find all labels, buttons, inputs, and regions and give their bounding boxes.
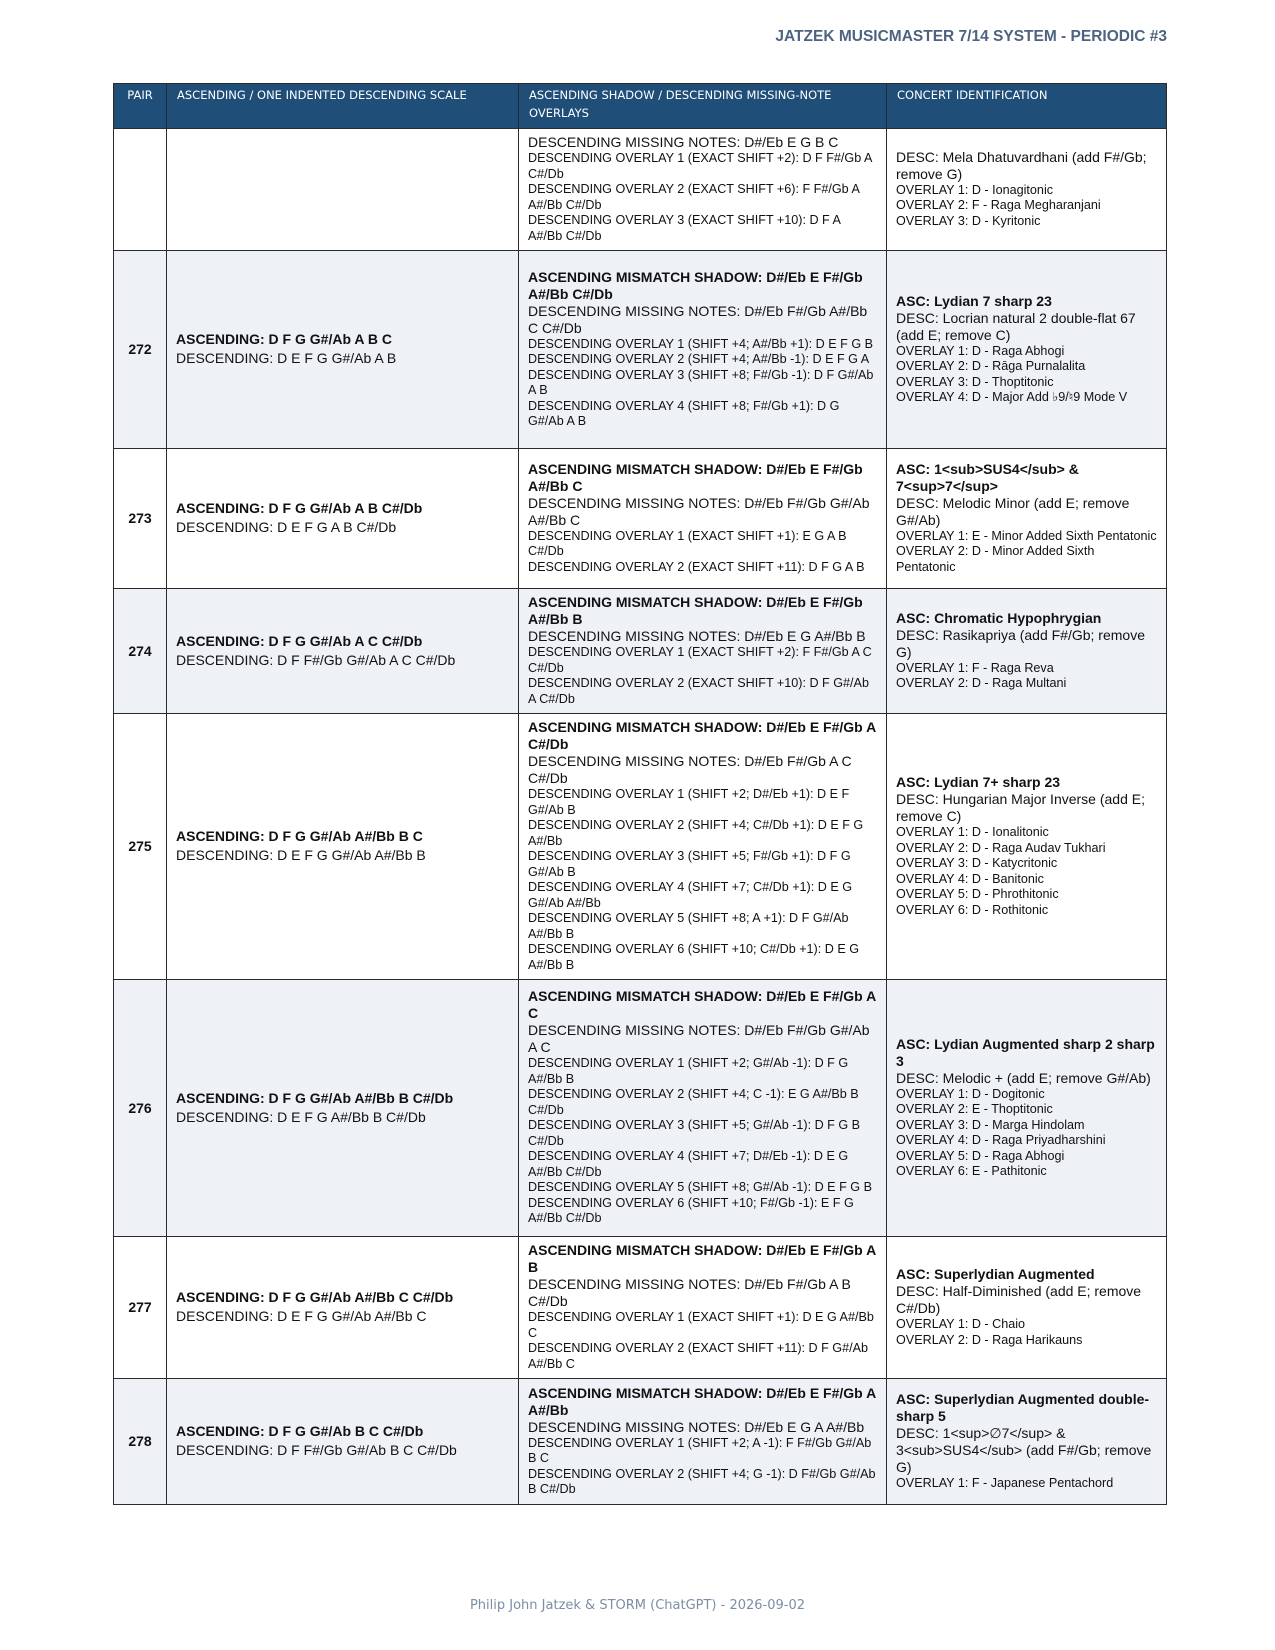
concert-overlay-name: OVERLAY 1: D - Ionalitonic	[896, 825, 1049, 839]
concert-ascending-name: ASC: 1<sub>SUS4</sub> & 7<sup>7</sup>	[896, 460, 1079, 494]
concert-identification-cell	[887, 251, 1167, 449]
descending-scale: DESCENDING: D F F#/Gb G#/Ab B C C#/Db	[176, 1442, 457, 1458]
concert-identification-cell	[887, 589, 1167, 714]
concert-overlay-name: OVERLAY 3: D - Thoptitonic	[896, 374, 1054, 389]
concert-overlay-name: OVERLAY 2: D - Raga Harikauns	[896, 1332, 1083, 1347]
descending-scale: DESCENDING: D E F G A#/Bb B C#/Db	[176, 1108, 426, 1125]
descending-overlay: DESCENDING OVERLAY 2 (EXACT SHIFT +11): D F G#/Ab A#/Bb C	[528, 1341, 869, 1371]
concert-overlay-name: OVERLAY 4: D - Banitonic	[896, 871, 1044, 886]
missing-notes: DESCENDING MISSING NOTES: D#/Eb E G B C	[528, 134, 839, 150]
concert-descending-name: DESC: Half-Diminished (add E; remove C#/Db)	[896, 1283, 1142, 1316]
pair-number-cell: 275	[114, 714, 167, 980]
concert-descending-name: DESC: Hungarian Major Inverse (add E; remove C)	[896, 791, 1145, 824]
table-row	[114, 1379, 1167, 1505]
concert-overlay-name: OVERLAY 1: D - Raga Abhogi	[896, 343, 1065, 358]
table-row	[114, 129, 1167, 251]
descending-overlay: DESCENDING OVERLAY 1 (EXACT SHIFT +2): D F F#/Gb A C#/Db	[528, 151, 872, 181]
scale-cell	[167, 449, 519, 589]
descending-overlay: DESCENDING OVERLAY 4 (SHIFT +7; D#/Eb -1): D E G A#/Bb C#/Db	[528, 1149, 849, 1179]
column-header-overlays: ASCENDING SHADOW / DESCENDING MISSING-NOTE OVERLAYS	[519, 84, 887, 129]
scale-cell	[167, 980, 519, 1237]
scale-cell	[167, 1379, 519, 1505]
overlay-cell	[519, 980, 887, 1237]
concert-identification-cell	[887, 1237, 1167, 1379]
concert-overlay-name: OVERLAY 2: D - Raga Multani	[896, 676, 1067, 690]
concert-identification-cell	[887, 714, 1167, 980]
concert-descending-name: DESC: Rasikapriya (add F#/Gb; remove G)	[896, 626, 1145, 660]
concert-overlay-name: OVERLAY 1: D - Ionagitonic	[896, 182, 1054, 197]
descending-overlay: DESCENDING OVERLAY 2 (SHIFT +4; G -1): D F#/Gb G#/Ab B C#/Db	[528, 1466, 876, 1496]
concert-overlay-name: OVERLAY 2: D - Raga Audav Tukhari	[896, 840, 1106, 855]
descending-overlay: DESCENDING OVERLAY 3 (EXACT SHIFT +10): D F A A#/Bb C#/Db	[528, 213, 841, 243]
concert-ascending-name: ASC: Lydian 7 sharp 23	[896, 292, 1052, 309]
descending-overlay: DESCENDING OVERLAY 4 (SHIFT +7; C#/Db +1): D E G G#/Ab A#/Bb	[528, 880, 853, 910]
descending-overlay: DESCENDING OVERLAY 1 (SHIFT +4; A#/Bb +1): D E F G B	[528, 336, 874, 351]
pair-number-cell: 274	[114, 589, 167, 714]
ascending-scale: ASCENDING: D F G G#/Ab A B C	[176, 331, 392, 347]
concert-descending-name: DESC: Mela Dhatuvardhani (add F#/Gb; remove G)	[896, 148, 1147, 182]
concert-overlay-name: OVERLAY 3: D - Marga Hindolam	[896, 1117, 1085, 1132]
descending-overlay: DESCENDING OVERLAY 2 (EXACT SHIFT +6): F F#/Gb A A#/Bb C#/Db	[528, 182, 860, 212]
concert-overlay-name: OVERLAY 3: D - Kyritonic	[896, 213, 1041, 228]
descending-scale: DESCENDING: D E F G A B C#/Db	[176, 519, 397, 535]
table-row	[114, 714, 1167, 980]
descending-overlay: DESCENDING OVERLAY 4 (SHIFT +8; F#/Gb +1): D G G#/Ab A B	[528, 398, 840, 428]
scale-cell	[167, 1237, 519, 1379]
pair-number-cell	[114, 129, 167, 251]
pair-number-cell: 272	[114, 251, 167, 449]
descending-overlay: DESCENDING OVERLAY 2 (EXACT SHIFT +11): D F G A B	[528, 559, 865, 574]
column-header-concert-id: CONCERT IDENTIFICATION	[887, 84, 1167, 129]
descending-overlay: DESCENDING OVERLAY 1 (SHIFT +2; A -1): F F#/Gb G#/Ab B C	[528, 1435, 872, 1465]
mismatch-shadow: ASCENDING MISMATCH SHADOW: D#/Eb E F#/Gb A#/Bb C	[528, 460, 863, 494]
descending-overlay: DESCENDING OVERLAY 5 (SHIFT +8; A +1): D F G#/Ab A#/Bb B	[528, 911, 849, 941]
column-header-scale: ASCENDING / ONE INDENTED DESCENDING SCALE	[167, 84, 519, 129]
concert-ascending-name: ASC: Lydian Augmented sharp 2 sharp 3	[896, 1035, 1155, 1069]
pair-number-cell: 278	[114, 1379, 167, 1505]
concert-overlay-name: OVERLAY 6: E - Pathitonic	[896, 1164, 1047, 1178]
descending-scale: DESCENDING: D E F G G#/Ab A#/Bb B	[176, 847, 426, 863]
descending-scale: DESCENDING: D E F G G#/Ab A#/Bb C	[176, 1308, 427, 1324]
descending-overlay: DESCENDING OVERLAY 1 (SHIFT +2; D#/Eb +1): D E F G#/Ab B	[528, 787, 850, 817]
table-row	[114, 449, 1167, 589]
descending-scale: DESCENDING: D E F G G#/Ab A B	[176, 350, 397, 366]
descending-overlay: DESCENDING OVERLAY 3 (SHIFT +5; G#/Ab -1): D F G B C#/Db	[528, 1118, 861, 1148]
ascending-scale: ASCENDING: D F G G#/Ab A C C#/Db	[176, 632, 423, 649]
descending-overlay: DESCENDING OVERLAY 1 (EXACT SHIFT +2): F F#/Gb A C C#/Db	[528, 645, 872, 675]
concert-identification-cell	[887, 129, 1167, 251]
table-row	[114, 1237, 1167, 1379]
table-row	[114, 251, 1167, 449]
ascending-scale: ASCENDING: D F G G#/Ab A B C#/Db	[176, 500, 423, 516]
concert-ascending-name: ASC: Chromatic Hypophrygian	[896, 609, 1102, 626]
page-footer: Philip John Jatzek & STORM (ChatGPT) - 2026-09-02	[469, 1598, 806, 1613]
table-body	[114, 129, 1167, 1505]
concert-identification-cell	[887, 1379, 1167, 1505]
missing-notes: DESCENDING MISSING NOTES: D#/Eb F#/Gb G#/Ab A C	[528, 1022, 870, 1056]
descending-overlay: DESCENDING OVERLAY 2 (SHIFT +4; A#/Bb -1): D E F G A	[528, 352, 870, 366]
concert-identification-cell	[887, 449, 1167, 589]
pair-number-cell: 276	[114, 980, 167, 1237]
concert-descending-name: DESC: Locrian natural 2 double-flat 67 (add E; remove C)	[896, 309, 1136, 343]
scale-cell	[167, 589, 519, 714]
concert-overlay-name: OVERLAY 2: F - Raga Megharanjani	[896, 198, 1101, 213]
descending-overlay: DESCENDING OVERLAY 5 (SHIFT +8; G#/Ab -1): D E F G B	[528, 1180, 872, 1195]
mismatch-shadow: ASCENDING MISMATCH SHADOW: D#/Eb E F#/Gb A#/Bb B	[528, 594, 863, 627]
overlay-cell	[519, 1379, 887, 1505]
page-title: JATZEK MUSICMASTER 7/14 SYSTEM - PERIODIC #3	[775, 28, 1167, 45]
scale-cell	[167, 251, 519, 449]
overlay-cell	[519, 589, 887, 714]
concert-overlay-name: OVERLAY 1: D - Dogitonic	[896, 1086, 1045, 1101]
concert-overlay-name: OVERLAY 1: D - Chaio	[896, 1317, 1026, 1331]
scale-cell	[167, 129, 519, 251]
concert-overlay-name: OVERLAY 5: D - Raga Abhogi	[896, 1148, 1065, 1163]
descending-overlay: DESCENDING OVERLAY 2 (SHIFT +4; C -1): E G A#/Bb B C#/Db	[528, 1087, 859, 1117]
concert-overlay-name: OVERLAY 2: D - Minor Added Sixth Pentatonic	[896, 544, 1095, 574]
mismatch-shadow: ASCENDING MISMATCH SHADOW: D#/Eb E F#/Gb A C#/Db	[528, 719, 876, 752]
concert-overlay-name: OVERLAY 5: D - Phrothitonic	[896, 887, 1059, 901]
concert-overlay-name: OVERLAY 4: D - Raga Priyadharshini	[896, 1133, 1106, 1147]
missing-notes: DESCENDING MISSING NOTES: D#/Eb F#/Gb G#/Ab A#/Bb C	[528, 494, 870, 528]
concert-overlay-name: OVERLAY 1: F - Raga Reva	[896, 660, 1054, 675]
descending-overlay: DESCENDING OVERLAY 3 (SHIFT +5; F#/Gb +1): D F G G#/Ab B	[528, 849, 851, 879]
scale-pairs-table	[113, 83, 1167, 1505]
ascending-scale: ASCENDING: D F G G#/Ab B C C#/Db	[176, 1423, 424, 1439]
concert-overlay-name: OVERLAY 1: E - Minor Added Sixth Pentatonic	[896, 528, 1157, 543]
mismatch-shadow: ASCENDING MISMATCH SHADOW: D#/Eb E F#/Gb A C	[528, 988, 876, 1022]
descending-overlay: DESCENDING OVERLAY 6 (SHIFT +10; C#/Db +1): D E G A#/Bb B	[528, 942, 860, 972]
missing-notes: DESCENDING MISSING NOTES: D#/Eb F#/Gb A#/Bb C C#/Db	[528, 302, 868, 336]
overlay-cell	[519, 251, 887, 449]
overlay-cell	[519, 449, 887, 589]
concert-overlay-name: OVERLAY 1: F - Japanese Pentachord	[896, 1475, 1114, 1490]
table-header-row	[114, 84, 1167, 129]
table-row	[114, 589, 1167, 714]
concert-ascending-name: ASC: Superlydian Augmented	[896, 1266, 1095, 1282]
concert-overlay-name: OVERLAY 6: D - Rothitonic	[896, 902, 1049, 917]
concert-overlay-name: OVERLAY 3: D - Katycritonic	[896, 856, 1058, 870]
mismatch-shadow: ASCENDING MISMATCH SHADOW: D#/Eb E F#/Gb A#/Bb C#/Db	[528, 268, 863, 302]
concert-overlay-name: OVERLAY 2: E - Thoptitonic	[896, 1102, 1053, 1116]
descending-scale: DESCENDING: D F F#/Gb G#/Ab A C C#/Db	[176, 651, 456, 668]
missing-notes: DESCENDING MISSING NOTES: D#/Eb F#/Gb A C C#/Db	[528, 753, 852, 786]
overlay-cell	[519, 1237, 887, 1379]
overlay-cell	[519, 129, 887, 251]
scale-cell	[167, 714, 519, 980]
concert-descending-name: DESC: 1<sup>∅7</sup> & 3<sub>SUS4</sub> (add F#/Gb; remove G)	[896, 1424, 1152, 1475]
concert-overlay-name: OVERLAY 2: D - Rāga Purnalalita	[896, 359, 1086, 373]
table-row	[114, 980, 1167, 1237]
concert-identification-cell	[887, 980, 1167, 1237]
missing-notes: DESCENDING MISSING NOTES: D#/Eb F#/Gb A B C#/Db	[528, 1276, 851, 1309]
pair-number-cell: 277	[114, 1237, 167, 1379]
concert-ascending-name: ASC: Lydian 7+ sharp 23	[896, 774, 1061, 790]
concert-ascending-name: ASC: Superlydian Augmented double-sharp 5	[896, 1390, 1150, 1424]
pair-number-cell: 273	[114, 449, 167, 589]
descending-overlay: DESCENDING OVERLAY 2 (SHIFT +4; C#/Db +1): D E F G A#/Bb	[528, 818, 864, 848]
column-header-pair: PAIR	[114, 84, 167, 129]
descending-overlay: DESCENDING OVERLAY 2 (EXACT SHIFT +10): D F G#/Ab A C#/Db	[528, 676, 869, 706]
concert-descending-name: DESC: Melodic Minor (add E; remove G#/Ab)	[896, 494, 1130, 528]
ascending-scale: ASCENDING: D F G G#/Ab A#/Bb C C#/Db	[176, 1289, 454, 1305]
overlay-cell	[519, 714, 887, 980]
ascending-scale: ASCENDING: D F G G#/Ab A#/Bb B C	[176, 828, 423, 844]
mismatch-shadow: ASCENDING MISMATCH SHADOW: D#/Eb E F#/Gb A A#/Bb	[528, 1384, 876, 1418]
descending-overlay: DESCENDING OVERLAY 3 (SHIFT +8; F#/Gb -1): D F G#/Ab A B	[528, 367, 874, 397]
ascending-scale: ASCENDING: D F G G#/Ab A#/Bb B C#/Db	[176, 1089, 454, 1106]
concert-overlay-name: OVERLAY 4: D - Major Add ♭9/♮9 Mode V	[896, 390, 1128, 404]
mismatch-shadow: ASCENDING MISMATCH SHADOW: D#/Eb E F#/Gb A B	[528, 1242, 876, 1275]
descending-overlay: DESCENDING OVERLAY 6 (SHIFT +10; F#/Gb -1): E F G A#/Bb C#/Db	[528, 1195, 854, 1226]
descending-overlay: DESCENDING OVERLAY 1 (SHIFT +2; G#/Ab -1): D F G A#/Bb B	[528, 1056, 849, 1086]
concert-descending-name: DESC: Melodic + (add E; remove G#/Ab)	[896, 1069, 1151, 1086]
missing-notes: DESCENDING MISSING NOTES: D#/Eb E G A A#/Bb	[528, 1418, 865, 1435]
missing-notes: DESCENDING MISSING NOTES: D#/Eb E G A#/Bb B	[528, 628, 866, 644]
descending-overlay: DESCENDING OVERLAY 1 (EXACT SHIFT +1): E G A B C#/Db	[528, 528, 847, 559]
descending-overlay: DESCENDING OVERLAY 1 (EXACT SHIFT +1): D E G A#/Bb C	[528, 1310, 874, 1340]
